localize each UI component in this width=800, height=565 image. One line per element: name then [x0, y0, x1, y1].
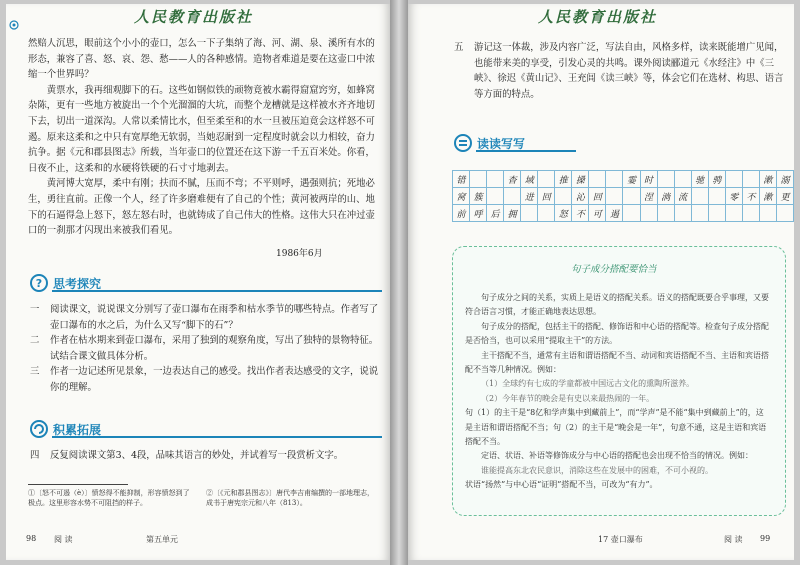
word-grid-cell [691, 205, 708, 222]
publisher-logo: 人民教育出版社 [134, 8, 254, 26]
footnote-1: ①〔怒不可遏（è）〕愤怒得不能抑制，形容愤怒到了极点。这里形容水势不可阻挡的样子。 [28, 489, 190, 507]
section-rule [476, 150, 576, 152]
word-grid-cell [504, 188, 521, 205]
section-extend-title: 积累拓展 [53, 422, 102, 437]
word-grid-cell [470, 171, 487, 188]
word-grid-cell: 回 [589, 188, 606, 205]
swirl-icon [30, 420, 48, 438]
word-grid-cell [708, 188, 725, 205]
word-grid-cell [521, 205, 538, 222]
word-grid-cell [606, 188, 623, 205]
question-text: 反复阅读课文第3、4段，品味其语言的妙处，并试着写一段赏析文字。 [50, 450, 344, 461]
word-grid-cell [623, 188, 640, 205]
word-grid-cell: 杳 [504, 171, 521, 188]
word-grid-cell [640, 205, 657, 222]
question-text: 游记这一体裁，涉及内容广泛，写法自由，风格多样，读来既能增广见闻，也能带来美的享受，引发心灵的共鸣。课外阅读郦道元《水经注》中《三峡》、徐迟《黄山记》、王充闾《读三峡》等，体会它们在选材、构思、语言等方面的特点。 [474, 42, 784, 100]
question-item [454, 40, 784, 102]
article-date: 1986年6月 [276, 249, 323, 259]
question-text: 阅读课文，说说课文分别写了壶口瀑布在雨季和枯水季节的哪些特点。作者写了壶口瀑布的水之后，为什么又写“脚下的石”？ [50, 304, 379, 331]
word-grid-cell [538, 205, 555, 222]
book-gutter [390, 0, 408, 565]
word-grid-cell [606, 171, 623, 188]
tip-example: （2）今年春节的晚会是有史以来最热闹的一年。 [481, 393, 655, 403]
word-grid-cell: 沁 [572, 188, 589, 205]
word-grid-cell: 怒 [555, 205, 572, 222]
section-thinking-heading [30, 274, 101, 292]
right-questions [454, 40, 784, 102]
lesson-body [28, 36, 380, 239]
word-grid-cell [657, 171, 674, 188]
word-grid-cell [776, 205, 793, 222]
word-grid-cell [555, 188, 572, 205]
word-grid-cell [657, 205, 674, 222]
section-read-write-title: 读读写写 [477, 136, 526, 151]
word-grid [452, 170, 794, 222]
question-number: 一 [30, 304, 40, 315]
word-grid-cell: 后 [487, 205, 504, 222]
word-grid-cell [589, 171, 606, 188]
word-grid-row [453, 171, 794, 188]
word-grid-row [453, 205, 794, 222]
word-grid-cell [487, 188, 504, 205]
word-grid-cell [674, 205, 691, 222]
word-grid-cell: 进 [521, 188, 538, 205]
question-number: 二 [30, 335, 40, 347]
tip-analysis: 句（1）的主干是“8亿和学声集中到藏前上”，而“学声”是不能“集中到藏前上”的，这是主语和谓语搭配不当；句（2）的主干是“晚会是一年”，句意不通，这是主语和宾语搭配不当。 [465, 408, 767, 447]
tip-box-body [465, 291, 771, 493]
lesson-label: 17 壶口瀑布 [598, 535, 643, 544]
word-grid-cell: 遏 [606, 205, 623, 222]
question-text: 作者一边记述所见景象，一边表达自己的感受。找出作者表达感受的文字，说说你的理解。 [50, 366, 379, 393]
equals-icon [454, 134, 472, 152]
question-number: 四 [30, 450, 40, 461]
word-grid-cell: 前 [453, 205, 470, 222]
tip-box-title: 句子成分搭配要恰当 [571, 264, 657, 275]
tip-closing-note: 状语“扬然”与中心语“证明”搭配不当，可改为“有力”。 [465, 480, 658, 490]
question-text: 作者在枯水期来到壶口瀑布，采用了独到的观察角度，写出了独特的景物特征。试结合课文做具体分析。 [50, 335, 379, 362]
word-grid-cell [691, 188, 708, 205]
word-grid-row [453, 188, 794, 205]
word-grid-cell: 漱 [759, 188, 776, 205]
running-head-right: 阅 读 [724, 535, 743, 544]
word-grid-cell: 拥 [504, 205, 521, 222]
word-grid-cell [623, 205, 640, 222]
word-grid-cell: 骋 [708, 171, 725, 188]
word-grid-cell: 推 [555, 171, 572, 188]
word-grid-cell: 霎 [623, 171, 640, 188]
tip-box [452, 246, 786, 516]
question-number: 五 [454, 42, 464, 53]
publisher-logo: 人民教育出版社 [538, 8, 658, 26]
word-grid-cell [725, 205, 742, 222]
extend-questions [30, 448, 380, 464]
section-extend-heading [30, 420, 101, 438]
question-item [30, 448, 380, 464]
word-grid-cell [538, 171, 555, 188]
word-grid-cell: 流 [674, 188, 691, 205]
word-grid-cell [674, 171, 691, 188]
word-grid-cell: 零 [725, 188, 742, 205]
tip-example: （1）全球约有七成的学童都被中国远古文化的熏陶所滋养。 [481, 379, 695, 389]
word-grid-cell: 涅 [640, 188, 657, 205]
thinking-questions [30, 302, 380, 396]
word-grid-cell: 溺 [776, 171, 793, 188]
word-grid-cell [487, 171, 504, 188]
tip-closing: 定语、状语、补语等修饰成分与中心语的搭配也会出现不恰当的情况。例如： [481, 451, 753, 461]
tip-closing-example: 谁能提高东北农民意识，消除这些在发展中的困难，不可小视的。 [481, 465, 713, 475]
body-paragraph-3: 黄河博大宽厚，柔中有刚；扶而不腻，压而不弯；不平则呼，遇强则抗；死地必生，勇往直前。正像一个人，经了许多磨难便有了自己的个性；黄河被两岸的山、地下的石逼得急上怒下，怒左怒右时，也就铸成了自己伟大的性格。这伟大只在冲过壶口的一刹那才闪现出来被我们看见。 [28, 178, 375, 237]
word-grid-cell: 漱 [759, 171, 776, 188]
word-grid-cell: 淌 [657, 188, 674, 205]
word-grid-cell [742, 205, 759, 222]
running-head-left: 阅 读 [54, 535, 73, 544]
word-grid-cell: 可 [589, 205, 606, 222]
section-read-write-heading [454, 134, 525, 152]
section-rule [52, 436, 382, 438]
question-item [30, 333, 380, 364]
question-item [30, 302, 380, 333]
word-grid-cell [759, 205, 776, 222]
body-paragraph-1: 然赔人沉思，眼前这个小小的壶口，怎么一下子集纳了海、河、湖、泉、溪所有水的形态，兼容了喜、怒、哀、怨、愁——人的各种感情。造物者难道是要在这壶口中浓缩一个世界吗？ [28, 38, 375, 81]
page-number-right: 99 [760, 534, 771, 543]
word-grid-cell: 窝 [453, 188, 470, 205]
left-page [6, 4, 390, 560]
word-grid-cell: 不 [742, 188, 759, 205]
word-grid-cell: 簇 [470, 188, 487, 205]
word-grid-cell [725, 171, 742, 188]
question-number: 三 [30, 366, 40, 378]
word-grid-table [452, 170, 794, 222]
footnote-rule [28, 484, 128, 485]
word-grid-cell [708, 205, 725, 222]
section-rule [52, 290, 382, 292]
word-grid-cell: 驰 [691, 171, 708, 188]
word-grid-cell: 错 [453, 171, 470, 188]
section-thinking-title: 思考探究 [53, 276, 102, 291]
tip-paragraph: 句子成分的搭配，包括主干的搭配、修饰语和中心语的搭配等。检查句子成分搭配是否恰当，也可以采用“提取主干”的方法。 [465, 321, 769, 346]
word-grid-cell [742, 171, 759, 188]
word-grid-cell: 搡 [572, 171, 589, 188]
question-item [30, 364, 380, 395]
tip-paragraph: 句子成分之间的关系，实质上是语义的搭配关系。语义的搭配既要合乎事理，又要符合语言习惯，才能正确地表达思想。 [465, 293, 769, 317]
body-paragraph-2: 黄票水，我再细观脚下的石。这些如钢似铁的顽物竟被水霸得窟窟窍穷，如蜂窝杂陈，更有一些地方被旋出一个个光溜溜的大坑，而整个龙槽就是这样被水齐齐地切下去，切出一道深沟。人常以柔情比水，但至柔至和的水一旦被压迫竟会这样怒不可遏。原来这柔和之中只有宽厚绝无软弱，当她忍耐到一定程度时就会以力相较，奋力抗争。据《元和郡县图志》所载，当年壶口的位置还在这下游一千五百米处。你看，日夜不止，这柔和的水硬将铁硬的石寸寸地剥去。 [28, 84, 375, 174]
word-grid-cell: 呼 [470, 205, 487, 222]
word-grid-cell: 时 [640, 171, 657, 188]
word-grid-cell: 更 [776, 188, 793, 205]
footnote-2: ②〔《元和郡县图志》〕唐代李吉甫编撰的一部地理志，成书于唐宪宗元和八年（813）。 [206, 489, 374, 507]
word-grid-cell: 回 [538, 188, 555, 205]
word-grid-cell: 不 [572, 205, 589, 222]
right-page [408, 4, 794, 560]
question-icon [30, 274, 48, 292]
tip-paragraph: 主干搭配不当，通常有主语和谓语搭配不当、动词和宾语搭配不当、主语和宾语搭配不当等几种情况。例如： [465, 350, 769, 375]
page-number-left: 98 [26, 534, 37, 543]
page-marker-icon [9, 20, 19, 30]
unit-label: 第五单元 [146, 535, 178, 544]
word-grid-cell: 域 [521, 171, 538, 188]
svg-text:?: ? [35, 277, 43, 290]
